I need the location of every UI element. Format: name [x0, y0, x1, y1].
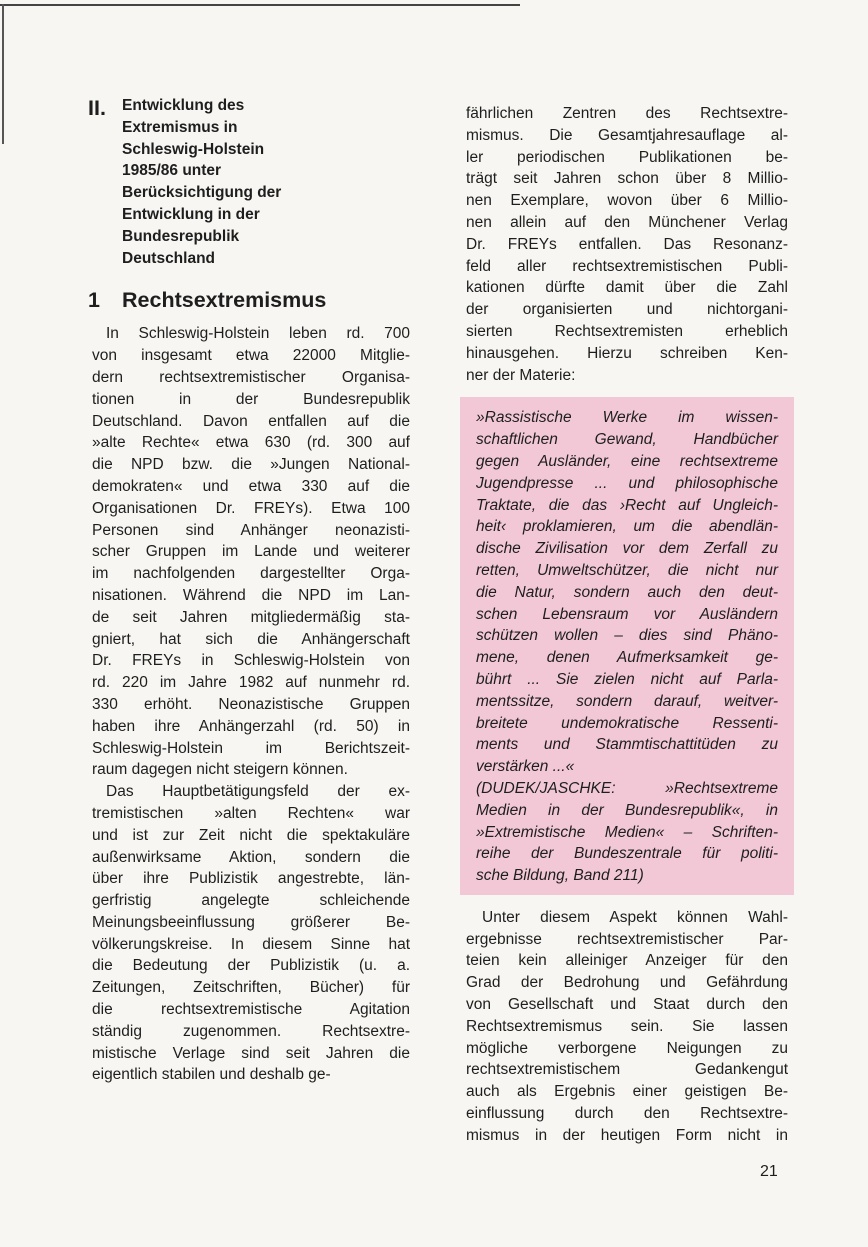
section-title-line: Berücksichtigung der [122, 184, 282, 202]
quote-line: bührt ... Sie zielen nicht auf Parla- [476, 670, 778, 688]
body-line: der organisierten und nichtorgani- [466, 301, 788, 319]
quote-line: verstärken ...« [476, 758, 575, 776]
body-line: de seit Jahren mitgliedermäßig sta- [92, 608, 410, 626]
section-title-line: Entwicklung des [122, 97, 245, 114]
body-line: mistische Verlage sind seit Jahren die [92, 1044, 410, 1062]
body-line: Dr. FREYs in Schleswig-Holstein von [92, 652, 410, 670]
body-line: In Schleswig-Holstein leben rd. 700 [106, 325, 410, 343]
body-line: die Bedeutung der Publizistik (u. a. [92, 957, 410, 975]
quote-line: schützen wollen – dies sind Phäno- [476, 627, 778, 645]
section-title-line: 1985/86 unter [122, 162, 222, 180]
body-line: im nachfolgenden dargestellter Orga- [92, 565, 410, 583]
subsection-heading [88, 287, 410, 313]
quote-line: gegen Ausländer, eine rechtsextreme [476, 452, 778, 470]
section-title-line: Deutschland [122, 249, 216, 267]
left-body-text [92, 323, 410, 1086]
quote-source-line: (DUDEK/JASCHKE: »Rechtsextreme [476, 779, 778, 797]
quote-source [476, 778, 778, 887]
body-line: ergebnisse rechtsextremistischer Par- [466, 930, 788, 948]
quote-line: »Rassistische Werke im wissen- [476, 409, 778, 427]
quote-line: retten, Umweltschützer, die nicht nur [476, 561, 778, 579]
body-line: eigentlich stabilen und deshalb ge- [92, 1066, 331, 1084]
quote-line: breitete undemokratische Ressenti- [476, 714, 778, 732]
body-line: feld aller rechtsextremistischen Publi- [466, 257, 788, 275]
body-line: nen Exemplare, wovon über 6 Millio- [466, 192, 788, 210]
body-line: dern rechtsextremistischer Organisa- [92, 368, 410, 386]
body-line: die rechtsextremistische Agitation [92, 1001, 410, 1019]
quote-line: heit‹ proklamieren, um die abendlän- [476, 518, 778, 536]
right-bottom-paragraph [466, 907, 788, 1147]
section-title-line: Schleswig-Holstein [122, 140, 265, 158]
right-top-paragraph [466, 103, 788, 386]
body-line: hinausgehen. Hierzu schreiben Ken- [466, 344, 788, 362]
body-line: ständig zugenommen. Rechtsextre- [92, 1022, 410, 1040]
body-line: Deutschland. Davon entfallen auf die [92, 412, 410, 430]
body-line: mögliche verborgene Neigungen zu [466, 1039, 788, 1057]
body-line: teien kein alleiniger Anzeiger für den [466, 952, 788, 970]
body-line: »alte Rechte« etwa 630 (rd. 300 auf [92, 434, 410, 452]
body-line: trägt seit Jahren schon über 8 Millio- [466, 170, 788, 188]
body-line: nisationen. Während die NPD im Lan- [92, 586, 410, 604]
body-line: Rechtsextremismus sein. Sie lassen [466, 1017, 788, 1035]
quote-line: die Natur, sondern auch den deut- [476, 583, 778, 601]
body-line: mismus. Die Gesamtjahresauflage al- [466, 126, 788, 144]
quote-line: schaftlichen Gewand, Handbücher [476, 431, 778, 449]
quote-line: mene, denen Aufmerksamkeit ge- [476, 649, 778, 667]
body-line: über ihre Publizistik angestrebte, län- [92, 870, 410, 888]
body-line: kationen dürfte damit über die Zahl [466, 279, 788, 297]
top-rule [0, 4, 520, 6]
body-line: 330 erhöht. Neonazistische Gruppen [92, 695, 410, 713]
quote-source-line: reihe der Bundeszentrale für politi- [476, 845, 778, 863]
section-title [122, 95, 281, 269]
body-line: fährlichen Zentren des Rechtsextre- [466, 105, 788, 122]
body-line: und ist zur Zeit nicht die spektakuläre [92, 826, 410, 844]
body-line: die NPD bzw. die »Jungen National- [92, 456, 410, 474]
quote-source-line: »Extremistische Medien« – Schriften- [476, 823, 778, 841]
quote-line: ments und Stammtischattitüden zu [476, 736, 778, 754]
highlighted-quote-box [460, 397, 794, 895]
section-number: II. [88, 96, 106, 120]
subsection-number: 1 [88, 288, 100, 313]
page-number: 21 [760, 1163, 778, 1180]
quote-line: mentssitze, sondern darauf, weitver- [476, 692, 778, 710]
body-line: ner der Materie: [466, 366, 576, 384]
body-line: von Gesellschaft und Staat durch den [466, 996, 788, 1014]
body-line: rechtsextremistischem Gedankengut [466, 1061, 788, 1079]
body-line: Grad der Bedrohung und Gefährdung [466, 974, 788, 992]
body-line: Meinungsbeeinflussung größerer Be- [92, 913, 410, 931]
body-line: haben ihre Anhängerzahl (rd. 50) in [92, 717, 410, 735]
left-edge-rule [2, 4, 4, 144]
body-line: Organisationen Dr. FREYs). Etwa 100 [92, 499, 410, 517]
quote-line: schen Lebensraum vor Ausländern [476, 605, 778, 623]
body-line: gniert, hat sich die Anhängerschaft [92, 630, 410, 648]
body-line: außenwirksame Aktion, sondern die [92, 848, 410, 866]
section-heading [88, 95, 410, 269]
body-line: Zeitungen, Zeitschriften, Bücher) für [92, 979, 410, 997]
quote-source-line: Medien in der Bundesrepublik«, in [476, 801, 778, 819]
body-line: demokraten« und etwa 330 auf die [92, 477, 410, 495]
body-line: raum dagegen nicht steigern können. [92, 761, 348, 779]
body-line: Unter diesem Aspekt können Wahl- [482, 908, 788, 926]
body-line: von insgesamt etwa 22000 Mitglie- [92, 347, 410, 365]
body-line: ler periodischen Publikationen be- [466, 148, 788, 166]
body-line: völkerungskreise. In diesem Sinne hat [92, 935, 410, 953]
quote-source-line: sche Bildung, Band 211) [476, 867, 644, 885]
body-line: einflussung durch den Rechtsextre- [466, 1105, 788, 1123]
body-line: Das Hauptbetätigungsfeld der ex- [106, 783, 410, 801]
body-line: auch als Ergebnis einer geistigen Be- [466, 1083, 788, 1101]
body-line: Dr. FREYs entfallen. Das Resonanz- [466, 235, 788, 253]
body-line: sierten Rechtsextremisten erheblich [466, 322, 788, 340]
subsection-title: Rechtsextremismus [122, 288, 327, 313]
body-line: rd. 220 im Jahre 1982 auf nunmehr rd. [92, 674, 410, 692]
quote-line: Traktate, die das ›Recht auf Ungleich- [476, 496, 778, 514]
section-title-line: Extremismus in [122, 118, 238, 136]
quote-text [476, 407, 778, 778]
body-line: nen allein auf den Münchener Verlag [466, 213, 788, 231]
section-title-line: Entwicklung in der [122, 205, 260, 223]
right-column [466, 103, 788, 1147]
body-line: Personen sind Anhänger neonazisti- [92, 521, 410, 539]
body-line: tionen in der Bundesrepublik [92, 390, 410, 408]
quote-line: Jugendpresse ... und philosophische [476, 474, 778, 492]
body-line: Schleswig-Holstein im Berichtszeit- [92, 739, 410, 757]
body-line: tremistischen »alten Rechten« war [92, 804, 410, 822]
section-title-line: Bundesrepublik [122, 227, 240, 245]
body-line: gerfristig angelegte schleichende [92, 892, 410, 910]
body-line: scher Gruppen im Lande und weiterer [92, 543, 410, 561]
left-column [88, 95, 410, 1086]
quote-line: dische Zivilisation vor dem Zerfall zu [476, 540, 778, 558]
body-line: mismus in der heutigen Form nicht in [466, 1126, 788, 1144]
